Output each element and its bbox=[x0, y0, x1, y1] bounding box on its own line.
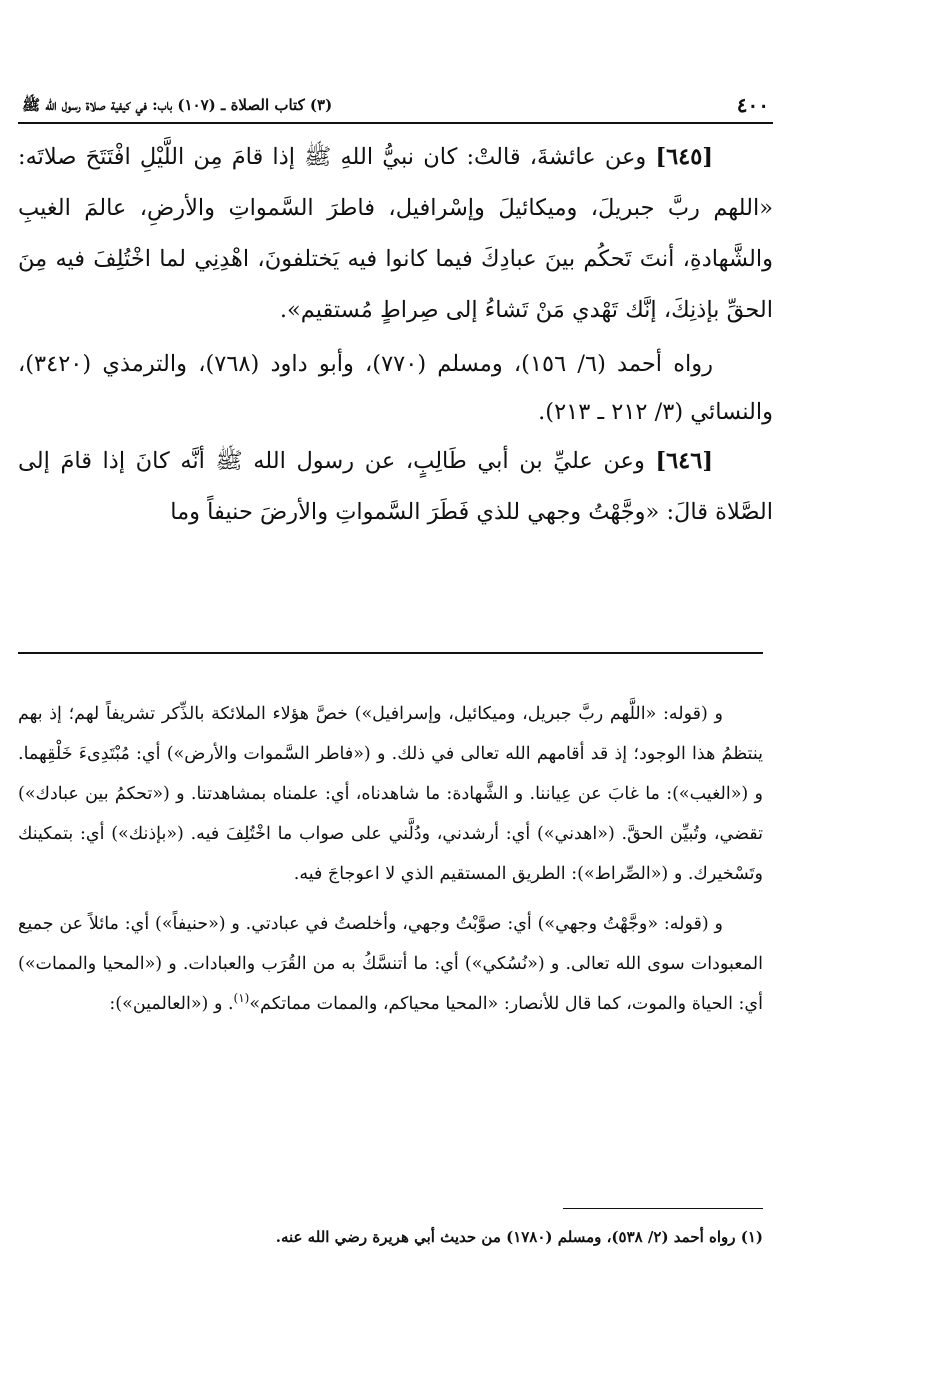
commentary bbox=[18, 694, 763, 1024]
page-number: ٤٠٠ bbox=[736, 93, 769, 117]
section-divider bbox=[18, 652, 763, 654]
hadith-reference: رواه أحمد (٦/ ١٥٦)، ومسلم (٧٧٠)، وأبو داود (٧٦٨)، والترمذي (٣٤٢٠)، والنسائي (٣/ ٢١٢ ـ ٢١٣). bbox=[18, 351, 773, 425]
footnote-divider bbox=[563, 1208, 763, 1209]
running-title: (٣) كتاب الصلاة ـ (١٠٧) باب: في كيفية صلاة رسول الله ﷺ bbox=[22, 96, 333, 114]
footnote: (١) رواه أحمد (٢/ ٥٣٨)، ومسلم (١٧٨٠) من حديث أبي هريرة رضي الله عنه. bbox=[275, 1228, 763, 1246]
hadith-645 bbox=[18, 132, 773, 336]
footnote-marker: (١) bbox=[233, 991, 250, 1006]
commentary-text: . و («العالمين»): bbox=[109, 994, 234, 1014]
commentary-paragraph: و (قوله: «اللَّهم ربَّ جبريل، وميكائيل، وإسرافيل») خصَّ هؤلاء الملائكة بالذِّكر تشريفاً لهم؛ إذ بهم ينتظمُ هذا الوجود؛ إذ قد أقامهم الله تعالى في ذلك. و («فاطر السَّموات والأرض») أي: مُبْتَدِىءَ خَلْقِهما. و («الغيب»): ما غابَ عن عِياننا. و الشَّهادة: ما شاهدناه، أي: علمناه بمشاهدتنا. و («تحكمُ بين عبادك») تقضي، وتُبيِّن الحقَّ. («اهدني») أي: أرشدني، ودُلَّني على صواب ما اخْتُلِفَ فيه. («بإذنك») أي: بتمكينك وتَسْخيرك. و («الصِّراط»): الطريق المستقيم الذي لا اعوجاجَ فيه. bbox=[18, 704, 764, 884]
hadith-text: وعن عائشةَ، قالتْ: كان نبيُّ اللهِ ﷺ إذا قامَ مِن اللَّيْلِ افْتَتَحَ صلاتَه: «اللهم ربَّ جبريلَ، وميكائيلَ وإسْرافيل، فاطرَ السَّمواتِ والأرضِ، عالمَ الغيبِ والشَّهادةِ، أنتَ تَحكُم بينَ عبادِكَ فيما كانوا فيه يَختلفونَ، اهْدِنِي لما اخْتُلِفَ فيه مِنَ الحقِّ بإذنِكَ، إنَّك تَهْدي مَنْ تَشاءُ إلى صِراطٍ مُستقيم». bbox=[18, 144, 773, 323]
commentary-paragraph bbox=[18, 904, 763, 1024]
hadith-646 bbox=[18, 436, 773, 538]
hadith-text: وعن عليِّ بن أبي طَالِبٍ، عن رسول الله ﷺ أنَّه كانَ إذا قامَ إلى الصَّلاة قالَ: «وجَّهْتُ وجهي للذي فَطَرَ السَّمواتِ والأرضَ حنيفاً وما bbox=[18, 448, 773, 525]
commentary-text: و (قوله: «وجَّهْتُ وجهي») أي: صوَّبْتُ وجهي، وأخلصتُ في عبادتي. و («حنيفاً») أي: مائلاً عن جميع المعبودات سوى الله تعالى. و («نُسُكي») أي: ما أتنسَّكُ به من القُرَب والعبادات. و («المحيا والممات») أي: الحياة والموت، كما قال للأنصار: «المحيا محياكم، والممات مماتكم» bbox=[18, 914, 763, 1014]
book-page bbox=[18, 94, 773, 538]
main-text bbox=[18, 132, 773, 538]
hadith-number: [٦٤٦] bbox=[655, 448, 714, 474]
hadith-number: [٦٤٥] bbox=[655, 144, 714, 170]
page-header bbox=[18, 94, 773, 124]
